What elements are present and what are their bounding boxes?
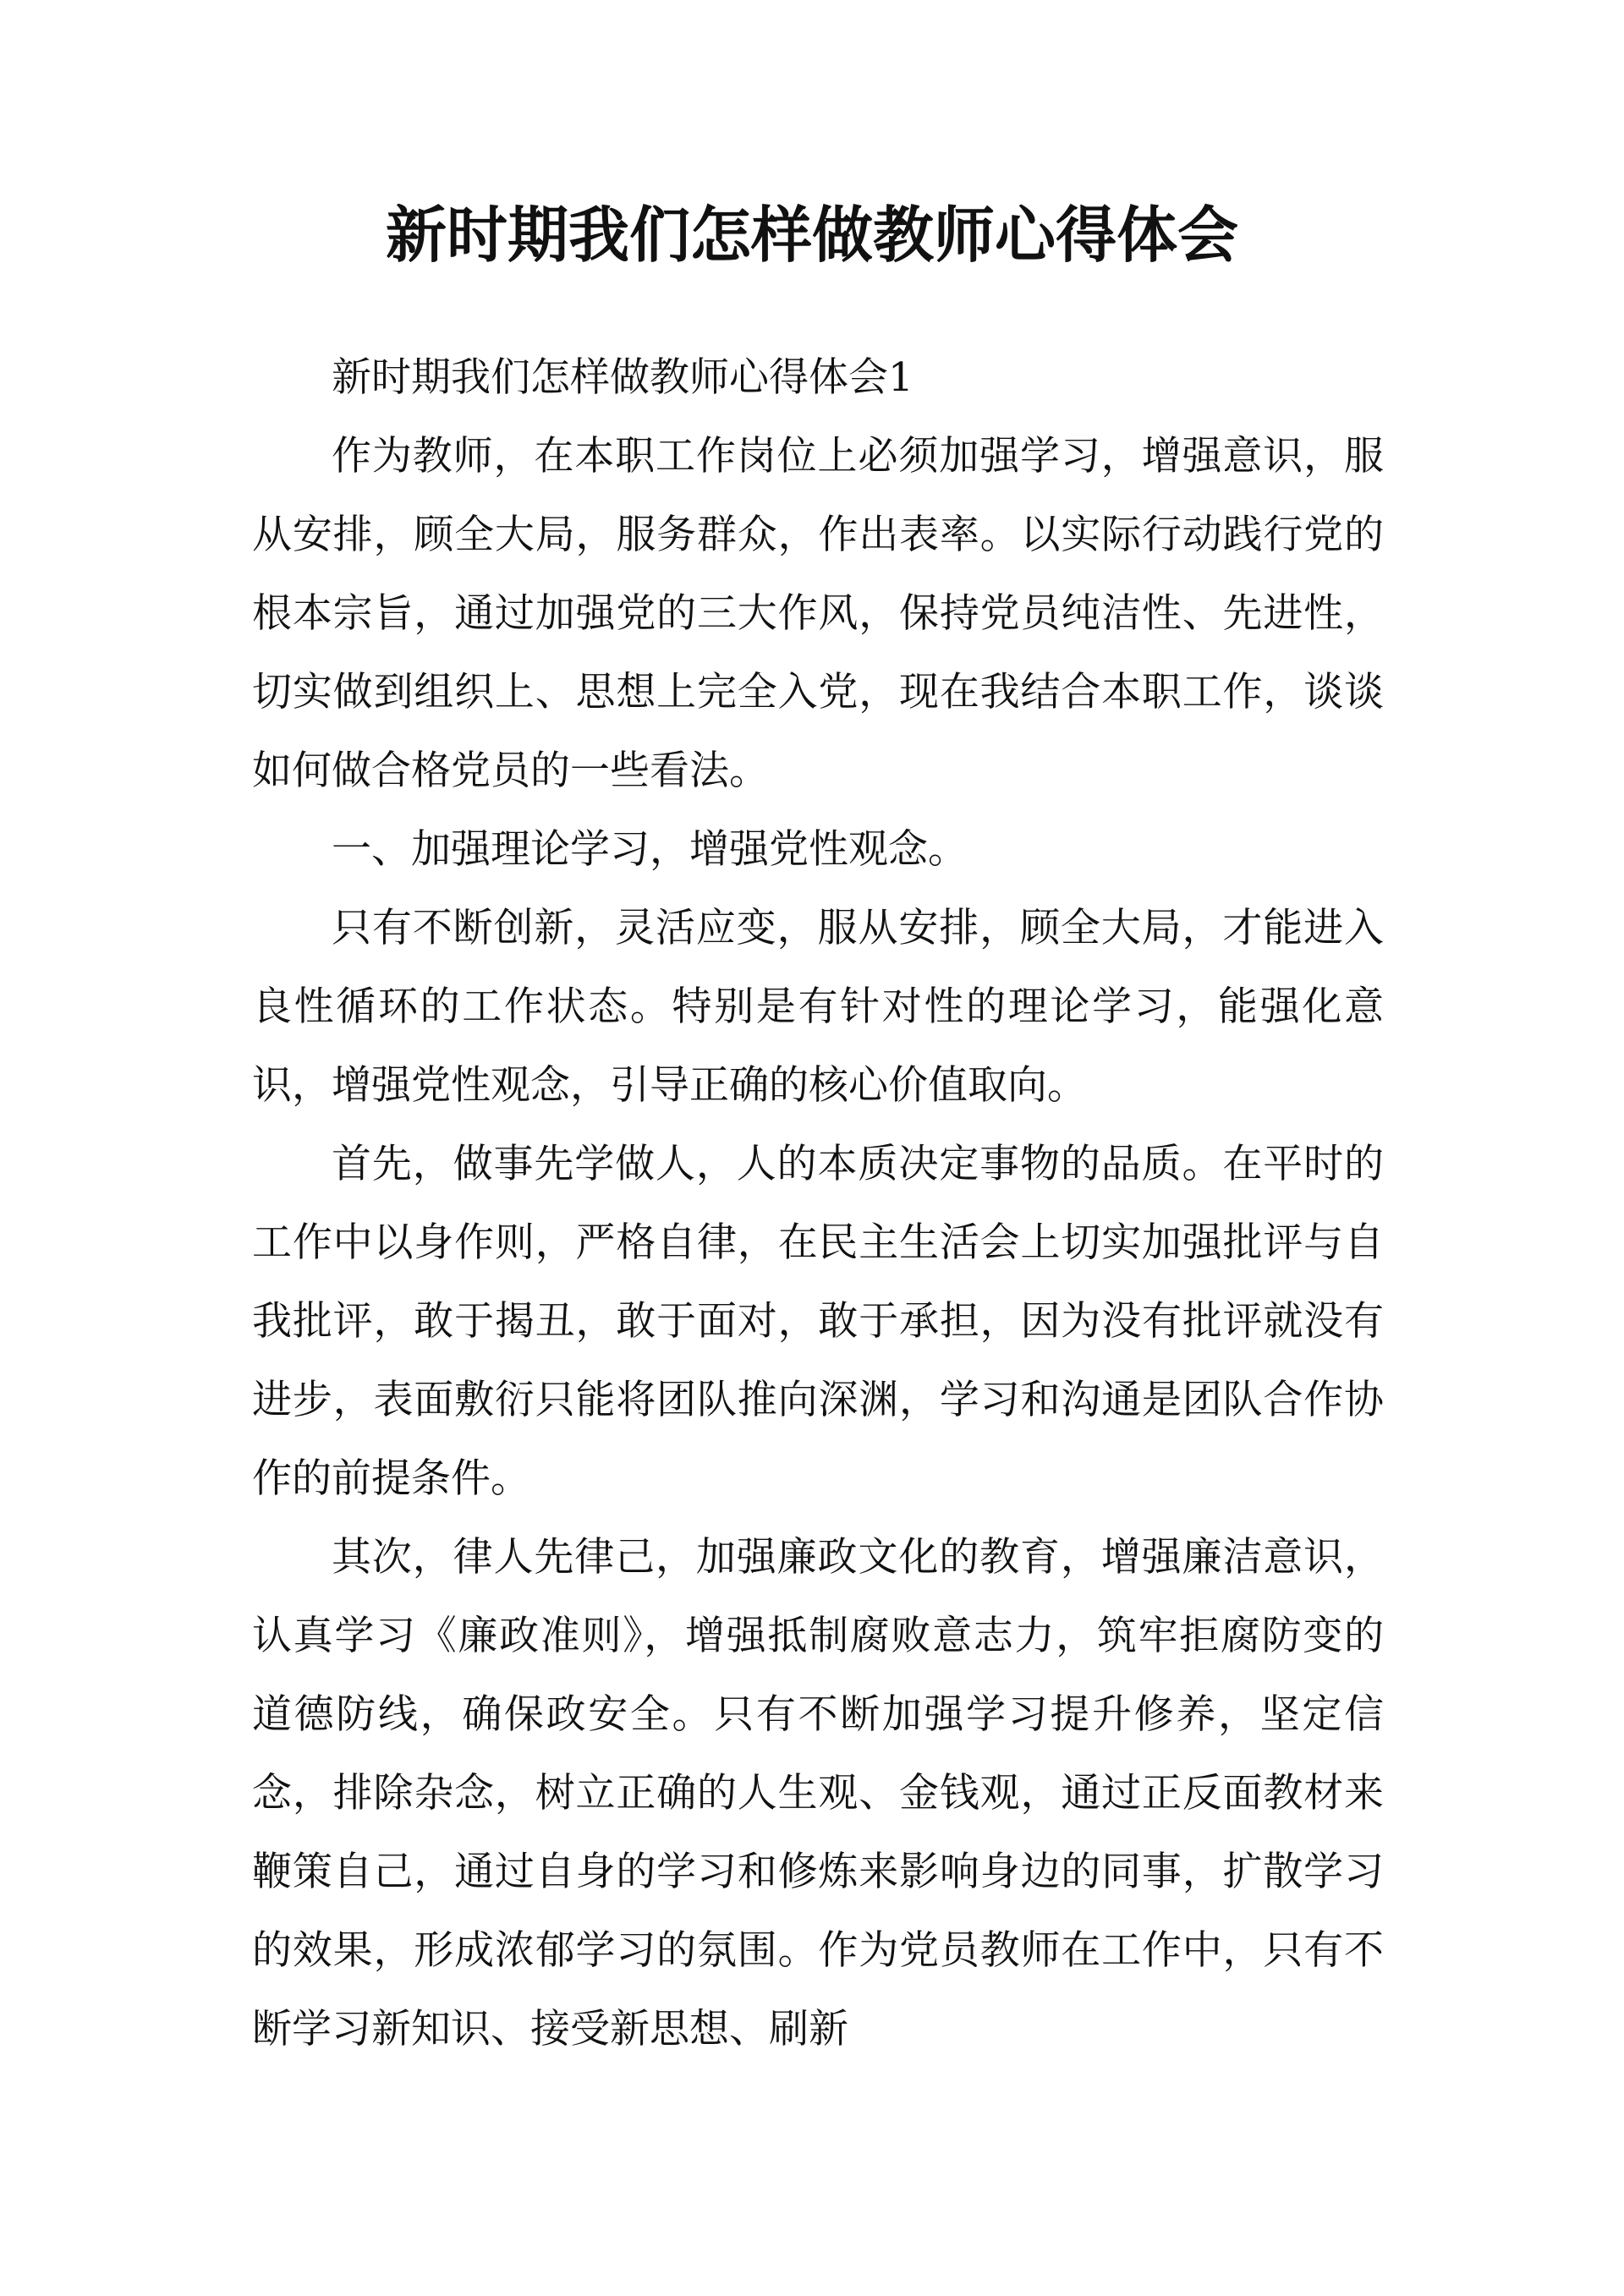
paragraph-subtitle: 新时期我们怎样做教师心得体会1 — [332, 354, 914, 401]
paragraph-intro: 作为教师，在本职工作岗位上必须加强学习，增强意识，服从安排，顾全大局，服务群众，作出表率。以实际行动践行党的根本宗旨，通过加强党的三大作风，保持党员纯洁性、先进性，切实做到组织上、思想上完全入党，现在我结合本职工作，谈谈如何做合格党员的一些看法。 — [252, 433, 1384, 794]
paragraph-second-point: 其次，律人先律己，加强廉政文化的教育，增强廉洁意识，认真学习《廉政准则》，增强抵制腐败意志力，筑牢拒腐防变的道德防线，确保政安全。只有不断加强学习提升修养，坚定信念，排除杂念，树立正确的人生观、金钱观，通过正反面教材来鞭策自己，通过自身的学习和修炼来影响身边的同事，扩散学习的效果，形成浓郁学习的氛围。作为党员教师在工作中，只有不断学习新知识、接受新思想、刷新 — [252, 1534, 1384, 2052]
section-heading-1: 一、加强理论学习，增强党性观念。 — [332, 826, 968, 873]
paragraph-section-1: 只有不断创新，灵活应变，服从安排，顾全大局，才能进入良性循环的工作状态。特别是有针对性的理论学习，能强化意识，增强党性观念，引导正确的核心价值取向。 — [252, 905, 1384, 1109]
document-title: 新时期我们怎样做教师心得体会 — [385, 199, 1238, 271]
document-body — [252, 338, 1384, 2069]
paragraph-first-point: 首先，做事先学做人，人的本质决定事物的品质。在平时的工作中以身作则，严格自律，在民主生活会上切实加强批评与自我批评，敢于揭丑，敢于面对，敢于承担，因为没有批评就没有进步，表面敷衍只能将团队推向深渊，学习和沟通是团队合作协作的前提条件。 — [252, 1141, 1384, 1502]
